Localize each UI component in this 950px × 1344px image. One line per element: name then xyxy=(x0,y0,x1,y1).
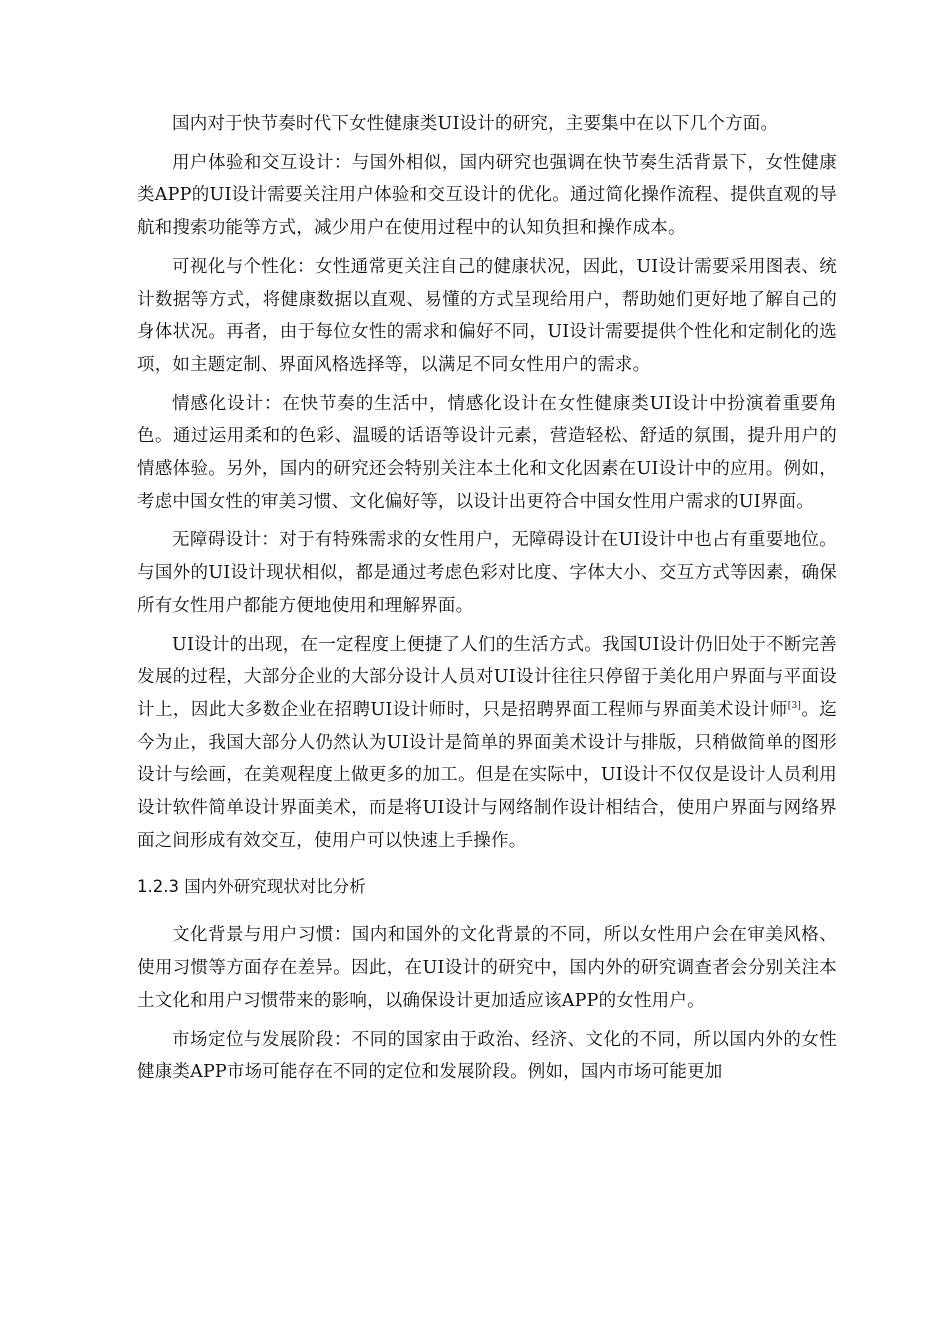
section-heading: 1.2.3 国内外研究现状对比分析 xyxy=(137,877,366,897)
paragraph-accessibility: 无障碍设计：对于有特殊需求的女性用户，无障碍设计在UI设计中也占有重要地位。与国外的UI设计现状相似，都是通过考虑色彩对比度、字体大小、交互方式等因素，确保所有女性用户都能方便地使用和理解界面。 xyxy=(137,530,837,616)
document-page xyxy=(137,108,837,1095)
paragraph-ui-design-status xyxy=(137,629,837,858)
paragraph-market-positioning: 市场定位与发展阶段：不同的国家由于政治、经济、文化的不同，所以国内外的女性健康类APP市场可能存在不同的定位和发展阶段。例如，国内市场可能更加 xyxy=(137,1029,837,1083)
paragraph-ui-text-part2: 。迄今为止，我国大部分人仍然认为UI设计是简单的界面美术设计与排版，只稍做简单的图形设计与绘画，在美观程度上做更多的加工。但是在实际中，UI设计不仅仅是设计人员利用设计软件简单设计界面美术，而是将UI设计与网络制作设计相结合，使用户界面与网络界面之间形成有效交互，使用户可以快速上手操作。 xyxy=(137,699,838,851)
paragraph-ui-text-part1: UI设计的出现，在一定程度上便捷了人们的生活方式。我国UI设计仍旧处于不断完善发展的过程，大部分企业的大部分设计人员对UI设计往往只停留于美化用户界面与平面设计上，因此大多数企业在招聘UI设计师时，只是招聘界面工程师与界面美术设计师 xyxy=(137,634,837,720)
paragraph-visualization: 可视化与个性化：女性通常更关注自己的健康状况，因此，UI设计需要采用图表、统计数据等方式，将健康数据以直观、易懂的方式呈现给用户，帮助她们更好地了解自己的身体状况。再者，由于每位女性的需求和偏好不同，UI设计需要提供个性化和定制化的选项，如主题定制、界面风格选择等，以满足不同女性用户的需求。 xyxy=(137,256,837,375)
paragraph-intro: 国内对于快节奏时代下女性健康类UI设计的研究，主要集中在以下几个方面。 xyxy=(172,114,779,134)
paragraph-ux-interaction: 用户体验和交互设计：与国外相似，国内研究也强调在快节奏生活背景下，女性健康类APP的UI设计需要关注用户体验和交互设计的优化。通过简化操作流程、提供直观的导航和搜索功能等方式，减少用户在使用过程中的认知负担和操作成本。 xyxy=(137,152,837,239)
paragraph-culture-habits: 文化背景与用户习惯：国内和国外的文化背景的不同，所以女性用户会在审美风格、使用习惯等方面存在差异。因此，在UI设计的研究中，国内外的研究调查者会分别关注本土文化和用户习惯带来的影响，以确保设计更加适应该APP的女性用户。 xyxy=(137,925,837,1011)
citation-reference: [3] xyxy=(787,701,802,712)
paragraph-emotional-design: 情感化设计：在快节奏的生活中，情感化设计在女性健康类UI设计中扮演着重要角色。通过运用柔和的色彩、温暖的话语等设计元素，营造轻松、舒适的氛围，提升用户的情感体验。另外，国内的研究还会特别关注本土化和文化因素在UI设计中的应用。例如，考虑中国女性的审美习惯、文化偏好等，以设计出更符合中国女性用户需求的UI界面。 xyxy=(137,393,837,512)
